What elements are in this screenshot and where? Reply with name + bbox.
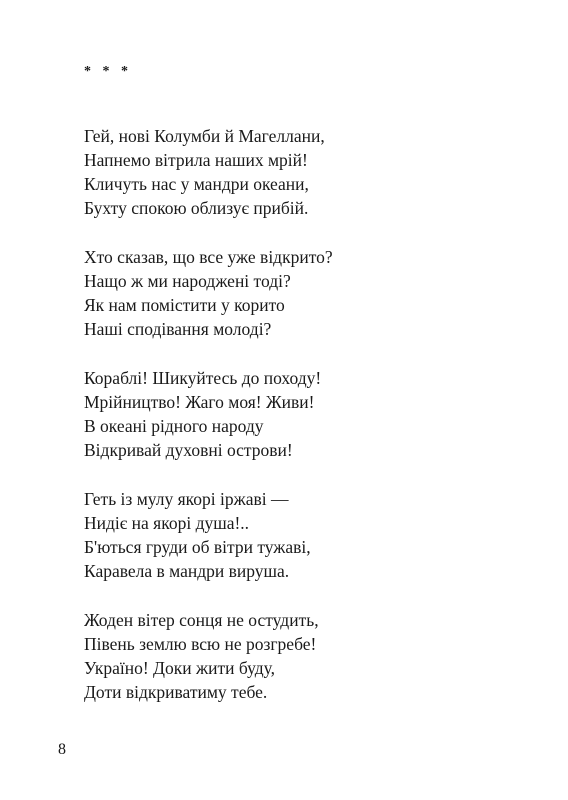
poem-line: Геть із мулу якорі іржаві —	[84, 489, 289, 509]
poem-line: Каравела в мандри вируша.	[84, 561, 290, 581]
poem-line: Нащо ж ми народжені тоді?	[84, 271, 291, 291]
poem-line: Напнемо вітрила наших мрій!	[84, 150, 308, 170]
poem-line: Наші сподівання молоді?	[84, 319, 272, 339]
section-separator: * * *	[84, 64, 132, 79]
poem-line: Доти відкриватиму тебе.	[84, 682, 268, 702]
poem-line: Хто сказав, що все уже відкрито?	[84, 247, 333, 267]
stanza	[84, 366, 524, 462]
stanza	[84, 245, 524, 341]
stanza	[84, 124, 524, 220]
poem-line: В океані рідного народу	[84, 416, 264, 436]
poem-line: Кличуть нас у мандри океани,	[84, 174, 309, 194]
poem-line: Жоден вітер сонця не остудить,	[84, 610, 319, 630]
poem-line: Україно! Доки жити буду,	[84, 658, 275, 678]
poem-line: Нидіє на якорі душа!..	[84, 513, 250, 533]
poem-line: Півень землю всю не розгребе!	[84, 634, 317, 654]
poem-line: Як нам помістити у корито	[84, 295, 285, 315]
page-number: 8	[58, 741, 66, 758]
stanza	[84, 608, 524, 704]
poem-line: Мрійництво! Жаго моя! Живи!	[84, 392, 315, 412]
poem-line: Кораблі! Шикуйтесь до походу!	[84, 368, 322, 388]
poem-line: Гей, нові Колумби й Магеллани,	[84, 126, 325, 146]
poem	[84, 124, 524, 729]
poem-line: Відкривай духовні острови!	[84, 440, 293, 460]
poem-line: Бухту спокою облизує прибій.	[84, 198, 309, 218]
poem-line: Б'ються груди об вітри тужаві,	[84, 537, 311, 557]
stanza	[84, 487, 524, 583]
